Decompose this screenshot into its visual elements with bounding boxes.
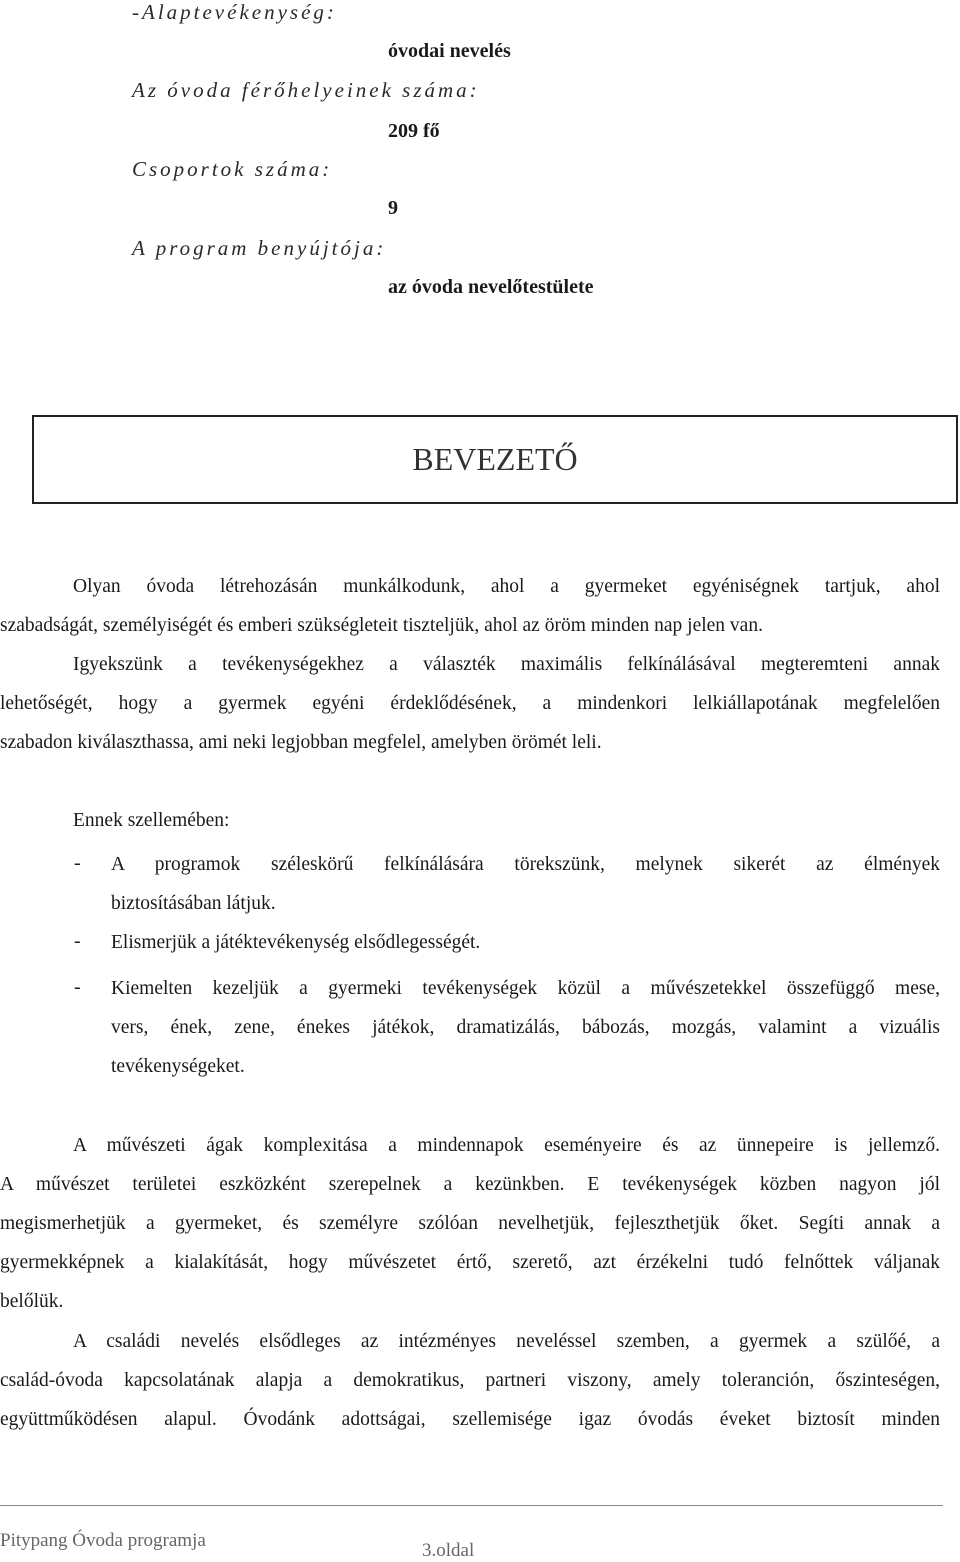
paragraph-line: A művészeti ágak komplexitása a mindennapok eseményeire és az ünnepeire is jellemző. <box>73 1135 940 1156</box>
section-title-box <box>32 415 958 504</box>
bullet-line: Elismerjük a játéktevékenység elsődlegességét. <box>111 932 481 953</box>
submitter-value: az óvoda nevelőtestülete <box>388 276 594 298</box>
capacity-label: Az óvoda férőhelyeinek száma: <box>132 78 480 102</box>
footer-page-number: 3.oldal <box>422 1540 475 1561</box>
groups-label: Csoportok száma: <box>132 157 333 181</box>
capacity-value: 209 fő <box>388 120 440 142</box>
paragraph-line: megismerhetjük a gyermeket, és személyre szólóan nevelhetjük, fejleszthetjük őket. Segíti annak a <box>0 1213 940 1234</box>
paragraph-line: A művészet területei eszközként szerepelnek a kezünkben. E tevékenységek közben nagyon jól <box>0 1174 940 1195</box>
bullet-dash: - <box>74 930 81 952</box>
paragraph-line: A családi nevelés elsődleges az intézményes neveléssel szemben, a gyermek a szülőé, a <box>73 1331 940 1352</box>
bullet-dash: - <box>74 852 81 874</box>
paragraph-line: együttműködésen alapul. Óvodánk adottságai, szellemisége igaz óvodás éveket biztosít minden <box>0 1409 940 1430</box>
choice-paragraph <box>0 645 940 762</box>
bullet-line: biztosításában látjuk. <box>111 893 276 914</box>
intro-paragraph <box>0 567 940 645</box>
bullet-text <box>111 845 940 923</box>
activity-label: -Alaptevékenység: <box>132 0 337 24</box>
activity-value: óvodai nevelés <box>388 40 511 62</box>
paragraph-line: Igyekszünk a tevékenységekhez a választék maximális felkínálásával megteremteni annak <box>73 654 940 675</box>
section-title: BEVEZETŐ <box>412 441 578 477</box>
groups-value: 9 <box>388 197 398 219</box>
bullet-line: vers, ének, zene, énekes játékok, dramatizálás, bábozás, mozgás, valamint a vizuális <box>111 1017 940 1038</box>
paragraph-line: Olyan óvoda létrehozásán munkálkodunk, ahol a gyermeket egyéniségnek tartjuk, ahol <box>73 576 940 597</box>
spirit-intro: Ennek szellemében: <box>73 810 230 831</box>
arts-paragraph <box>0 1126 940 1321</box>
bullet-line: tevékenységeket. <box>111 1056 245 1077</box>
bullet-line: Kiemelten kezeljük a gyermeki tevékenységek közül a művészetekkel összefüggő mese, <box>111 978 940 999</box>
paragraph-line: lehetőségét, hogy a gyermek egyéni érdeklődésének, a mindenkori lelkiállapotának megfelelően <box>0 693 940 714</box>
bullet-text <box>111 969 940 1086</box>
paragraph-line: belőlük. <box>0 1291 64 1312</box>
paragraph-line: szabadságát, személyiségét és emberi szükségleteit tiszteljük, ahol az öröm minden nap jelen van. <box>0 615 763 636</box>
footer-divider <box>0 1505 943 1506</box>
paragraph-line: család-óvoda kapcsolatának alapja a demokratikus, partneri viszony, amely toleranción, őszinteségen, <box>0 1370 940 1391</box>
bullet-line: A programok széleskörű felkínálására törekszünk, melynek sikerét az élmények <box>111 854 940 875</box>
bullet-text <box>111 923 940 962</box>
paragraph-line: gyermekképnek a kialakítását, hogy művészetet értő, szerető, azt érzékelni tudó felnőttek váljanak <box>0 1252 940 1273</box>
bullet-dash: - <box>74 976 81 998</box>
footer-program-name: Pitypang Óvoda programja <box>0 1530 206 1551</box>
family-paragraph <box>0 1322 940 1439</box>
paragraph-line: szabadon kiválaszthassa, ami neki legjobban megfelel, amelyben örömét leli. <box>0 732 602 753</box>
submitter-label: A program benyújtója: <box>132 236 387 260</box>
